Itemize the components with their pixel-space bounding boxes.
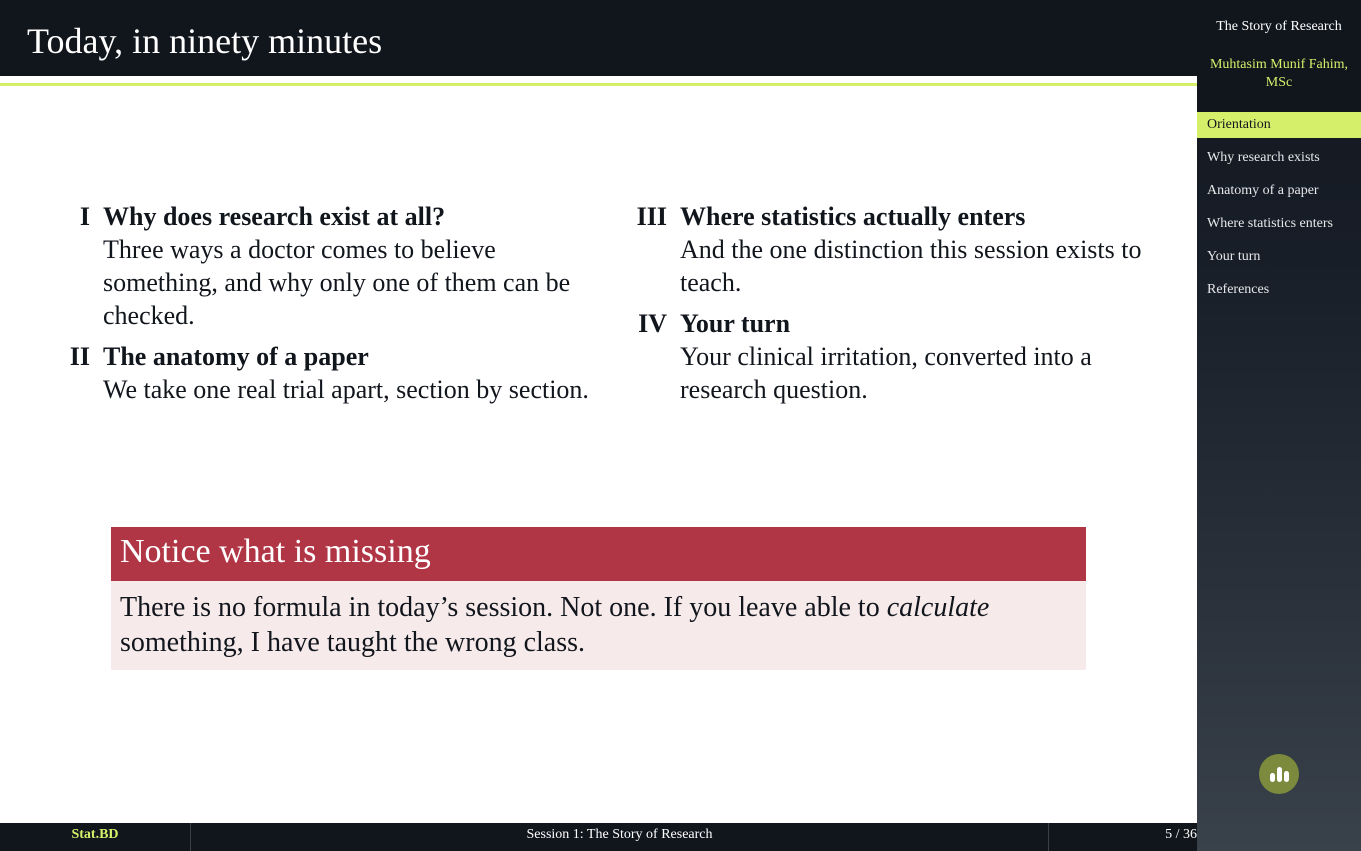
agenda-heading: Where statistics actually enters (680, 202, 1026, 231)
header-accent-line (0, 83, 1197, 86)
callout-body (111, 581, 1086, 670)
slide-footer (0, 823, 1197, 851)
agenda-number: II (69, 342, 90, 371)
agenda-heading: The anatomy of a paper (103, 342, 369, 371)
footer-brand: Stat.BD (71, 827, 119, 842)
agenda-number: I (79, 202, 90, 231)
logo-bar (1270, 773, 1275, 782)
agenda-description: Three ways a doctor comes to believe something, and why only one of them can be checked. (103, 235, 571, 330)
agenda-right-column (623, 200, 1143, 414)
slide-title: Today, in ninety minutes (27, 21, 383, 61)
agenda-item (623, 200, 1143, 299)
agenda-number: IV (638, 309, 667, 338)
sidebar-item-references[interactable]: References (1207, 282, 1270, 297)
sidebar-author: Muhtasim Munif Fahim, MSc (1209, 57, 1349, 90)
agenda-item (50, 200, 590, 332)
agenda-item (50, 340, 590, 406)
agenda-description: And the one distinction this session exists to teach. (680, 235, 1142, 297)
agenda-description: Your clinical irritation, converted into a research question. (680, 342, 1092, 404)
agenda-item (623, 307, 1143, 406)
sidebar-item-why-research-exists[interactable]: Why research exists (1207, 150, 1320, 165)
logo-bar (1284, 771, 1289, 782)
sidebar-item-where-statistics-enters[interactable]: Where statistics enters (1207, 216, 1333, 231)
sidebar-item-orientation[interactable]: Orientation (1197, 112, 1361, 138)
sidebar-nav (1197, 112, 1361, 310)
sidebar (1197, 0, 1361, 851)
footer-session-title: Session 1: The Story of Research (190, 823, 1049, 851)
footer-page-number: 5 / 36 (1165, 827, 1197, 842)
slide-header (0, 0, 1197, 76)
bar-chart-icon[interactable] (1259, 754, 1299, 794)
agenda-heading: Why does research exist at all? (103, 202, 446, 231)
callout-text-end: something, I have taught the wrong class. (120, 627, 586, 658)
sidebar-item-anatomy-of-a-paper[interactable]: Anatomy of a paper (1207, 183, 1319, 198)
agenda-heading: Your turn (680, 309, 791, 338)
logo-bar (1277, 767, 1282, 782)
agenda-description: We take one real trial apart, section by section. (103, 375, 589, 404)
agenda-left-column (50, 200, 590, 414)
callout-emphasis: calculate (886, 592, 990, 623)
sidebar-title: The Story of Research (1216, 19, 1342, 34)
sidebar-item-your-turn[interactable]: Your turn (1207, 249, 1261, 264)
callout-title: Notice what is missing (111, 527, 1086, 581)
agenda-number: III (636, 202, 667, 231)
callout-text: There is no formula in today’s session. Not one. If you leave able to (120, 592, 887, 623)
callout-box (111, 527, 1086, 670)
